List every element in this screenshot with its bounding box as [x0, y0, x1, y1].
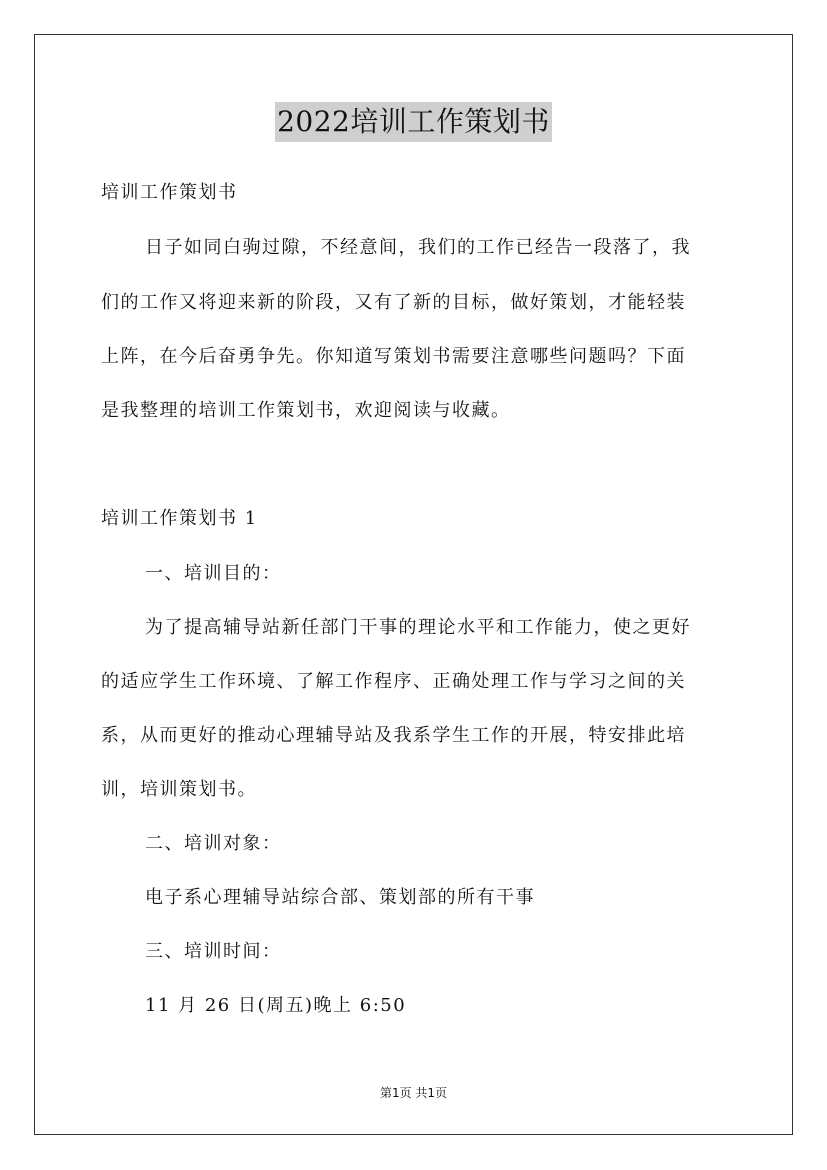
target-heading: 二、培训对象： — [145, 833, 282, 854]
purpose-line-3: 系，从而更好的推动心理辅导站及我系学生工作的开展，特安排此培 — [101, 725, 686, 746]
purpose-line-1: 为了提高辅导站新任部门干事的理论水平和工作能力，使之更好 — [145, 617, 691, 638]
purpose-line-4: 训，培训策划书。 — [101, 779, 257, 800]
time-text: 11 月 26 日(周五)晚上 6:50 — [145, 995, 407, 1016]
document-subtitle: 培训工作策划书 — [101, 182, 238, 203]
purpose-heading: 一、培训目的： — [145, 563, 282, 584]
page-footer: 第1页 共1页 — [379, 1086, 448, 1100]
intro-line-3: 上阵，在今后奋勇争先。你知道写策划书需要注意哪些问题吗？下面 — [101, 346, 686, 367]
target-text: 电子系心理辅导站综合部、策划部的所有干事 — [145, 887, 535, 908]
intro-line-1: 日子如同白驹过隙，不经意间，我们的工作已经告一段落了，我 — [145, 237, 691, 258]
section-1-heading: 培训工作策划书 1 — [101, 508, 258, 529]
title-container — [0, 102, 827, 142]
purpose-line-2: 的适应学生工作环境、了解工作程序、正确处理工作与学习之间的关 — [101, 671, 686, 692]
time-heading: 三、培训时间： — [145, 941, 282, 962]
intro-line-4: 是我整理的培训工作策划书，欢迎阅读与收藏。 — [101, 400, 511, 421]
document-title: 2022培训工作策划书 — [275, 102, 552, 142]
intro-line-2: 们的工作又将迎来新的阶段，又有了新的目标，做好策划，才能轻装 — [101, 292, 686, 313]
